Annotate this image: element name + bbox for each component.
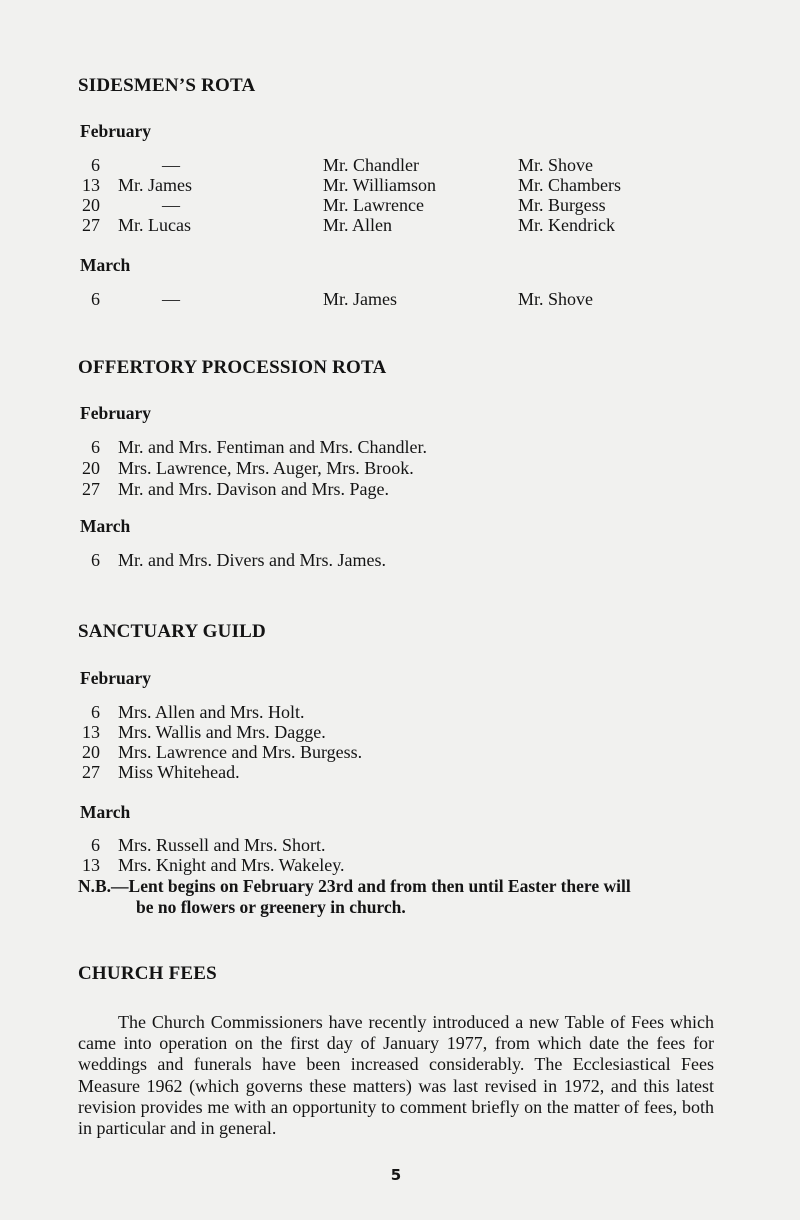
offertory-march-label: March [80, 516, 131, 536]
rota-date: 13 [82, 722, 100, 742]
sanctuary-row [0, 722, 800, 742]
rota-name: Mr. Burgess [518, 195, 606, 215]
lent-note-line: N.B.—Lent begins on February 23rd and from then until Easter there will [78, 876, 631, 896]
rota-names: Mrs. Lawrence, Mrs. Auger, Mrs. Brook. [118, 458, 414, 478]
rota-name: Mr. Williamson [323, 175, 436, 195]
sanctuary-row [0, 762, 800, 782]
offertory-rota-heading: OFFERTORY PROCESSION ROTA [78, 357, 387, 378]
sidesmen-row [0, 175, 800, 195]
rota-date: 6 [91, 550, 100, 570]
rota-name: Mr. James [118, 175, 192, 195]
rota-date: 6 [91, 289, 100, 309]
rota-names: Mrs. Allen and Mrs. Holt. [118, 702, 305, 722]
rota-date: 6 [91, 835, 100, 855]
rota-names: Mrs. Russell and Mrs. Short. [118, 835, 326, 855]
rota-names: Mr. and Mrs. Davison and Mrs. Page. [118, 479, 389, 499]
rota-name: Mr. James [323, 289, 397, 309]
lent-note-line: be no flowers or greenery in church. [136, 897, 406, 917]
sanctuary-guild-heading: SANCTUARY GUILD [78, 621, 266, 642]
rota-date: 6 [91, 702, 100, 722]
rota-names: Miss Whitehead. [118, 762, 240, 782]
rota-names: Mrs. Lawrence and Mrs. Burgess. [118, 742, 363, 762]
rota-name: Mr. Kendrick [518, 215, 615, 235]
rota-date: 20 [82, 195, 100, 215]
rota-date: 6 [91, 155, 100, 175]
offertory-row [0, 479, 800, 499]
rota-names: Mr. and Mrs. Divers and Mrs. James. [118, 550, 386, 570]
sidesmen-row [0, 195, 800, 215]
sanctuary-march-label: March [80, 802, 131, 822]
offertory-february-label: February [80, 403, 151, 423]
offertory-row [0, 550, 800, 570]
rota-names: Mrs. Knight and Mrs. Wakeley. [118, 855, 345, 875]
sidesmen-row [0, 289, 800, 309]
rota-date: 20 [82, 458, 100, 478]
rota-name: — [162, 155, 180, 175]
rota-name: — [162, 289, 180, 309]
sidesmen-march-label: March [80, 255, 131, 275]
church-fees-body [78, 1012, 714, 1139]
rota-name: Mr. Lucas [118, 215, 191, 235]
rota-date: 6 [91, 437, 100, 457]
rota-date: 27 [82, 215, 100, 235]
rota-name: — [162, 195, 180, 215]
rota-names: Mrs. Wallis and Mrs. Dagge. [118, 722, 326, 742]
rota-name: Mr. Allen [323, 215, 393, 235]
sidesmen-rota-heading: SIDESMEN’S ROTA [78, 75, 256, 96]
rota-names: Mr. and Mrs. Fentiman and Mrs. Chandler. [118, 437, 427, 457]
sanctuary-february-label: February [80, 668, 151, 688]
sidesmen-row [0, 155, 800, 175]
rota-name: Mr. Chandler [323, 155, 419, 175]
rota-name: Mr. Chambers [518, 175, 621, 195]
rota-date: 20 [82, 742, 100, 762]
sanctuary-row [0, 855, 800, 875]
church-fees-paragraph: The Church Commissioners have recently introduced a new Table of Fees which came into operation on the first day of January 1977, from which date the fees for weddings and funerals have been increased considerably. The Ecclesiastical Fees Measure 1962 (which governs these matters) was last revised in 1972, and this latest revision provides me with an opportunity to comment briefly on the matter of fees, both in particular and in general. [78, 1012, 714, 1139]
lent-note [78, 876, 728, 918]
rota-date: 27 [82, 762, 100, 782]
rota-name: Mr. Shove [518, 289, 594, 309]
rota-date: 13 [82, 855, 100, 875]
sanctuary-row [0, 835, 800, 855]
sanctuary-row [0, 742, 800, 762]
sidesmen-row [0, 215, 800, 235]
offertory-row [0, 458, 800, 478]
offertory-row [0, 437, 800, 457]
rota-date: 27 [82, 479, 100, 499]
sanctuary-row [0, 702, 800, 722]
page-number: 5 [390, 1166, 402, 1184]
church-fees-heading: CHURCH FEES [78, 963, 217, 984]
sidesmen-february-label: February [80, 121, 151, 141]
rota-name: Mr. Shove [518, 155, 594, 175]
rota-date: 13 [82, 175, 100, 195]
rota-name: Mr. Lawrence [323, 195, 424, 215]
